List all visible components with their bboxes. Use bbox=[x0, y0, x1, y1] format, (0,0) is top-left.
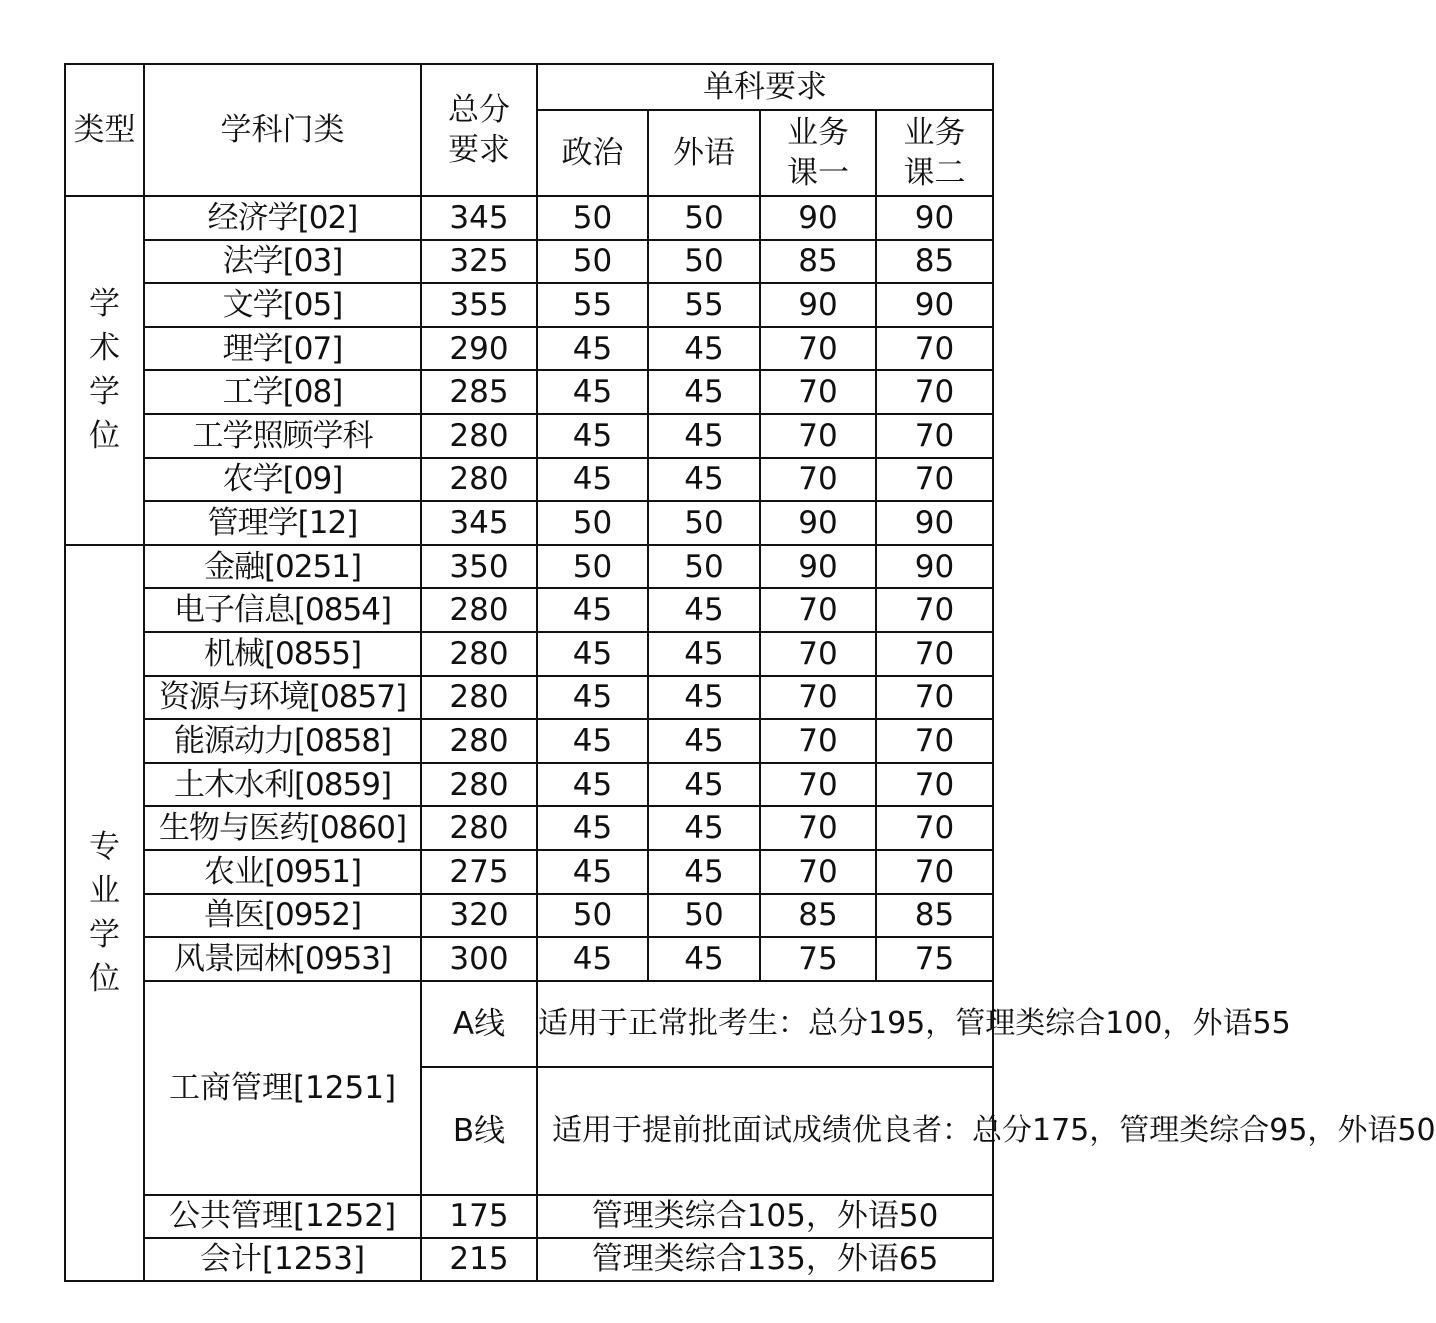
subject-cell: 法学[03] bbox=[144, 240, 421, 284]
course1-cell: 90 bbox=[760, 501, 876, 545]
total-cell: 345 bbox=[421, 196, 537, 240]
course1-cell: 70 bbox=[760, 327, 876, 371]
course1-cell: 70 bbox=[760, 458, 876, 502]
header-course1 bbox=[760, 110, 876, 196]
course2-cell: 70 bbox=[876, 370, 993, 414]
total-cell: 290 bbox=[421, 327, 537, 371]
politics-cell: 45 bbox=[537, 370, 648, 414]
group-label-text: 专业学位 bbox=[89, 828, 120, 997]
mpacc-row bbox=[65, 1238, 993, 1281]
table-row bbox=[65, 545, 993, 589]
mpa-total: 175 bbox=[421, 1195, 537, 1238]
total-cell: 275 bbox=[421, 850, 537, 894]
table-row bbox=[65, 937, 993, 981]
table-row bbox=[65, 806, 993, 850]
course2-cell: 70 bbox=[876, 676, 993, 720]
course2-cell: 90 bbox=[876, 283, 993, 327]
politics-cell: 45 bbox=[537, 588, 648, 632]
subject-cell: 能源动力[0858] bbox=[144, 719, 421, 763]
politics-cell: 55 bbox=[537, 283, 648, 327]
politics-cell: 45 bbox=[537, 850, 648, 894]
foreign-cell: 55 bbox=[648, 283, 760, 327]
course1-cell: 70 bbox=[760, 763, 876, 807]
table-row bbox=[65, 283, 993, 327]
foreign-cell: 45 bbox=[648, 327, 760, 371]
subject-cell: 农学[09] bbox=[144, 458, 421, 502]
subject-cell: 管理学[12] bbox=[144, 501, 421, 545]
table-row bbox=[65, 676, 993, 720]
table-row bbox=[65, 327, 993, 371]
foreign-cell: 50 bbox=[648, 501, 760, 545]
politics-cell: 45 bbox=[537, 806, 648, 850]
subject-cell: 工学照顾学科 bbox=[144, 414, 421, 458]
subject-cell: 土木水利[0859] bbox=[144, 763, 421, 807]
foreign-cell: 45 bbox=[648, 850, 760, 894]
table-row bbox=[65, 240, 993, 284]
course2-cell: 70 bbox=[876, 414, 993, 458]
subject-cell: 理学[07] bbox=[144, 327, 421, 371]
subject-cell: 风景园林[0953] bbox=[144, 937, 421, 981]
header-total bbox=[421, 64, 537, 196]
total-cell: 300 bbox=[421, 937, 537, 981]
table-row bbox=[65, 763, 993, 807]
header-total-line2: 要求 bbox=[448, 132, 510, 168]
mba-row-a bbox=[65, 981, 993, 1067]
total-cell: 345 bbox=[421, 501, 537, 545]
politics-cell: 45 bbox=[537, 327, 648, 371]
mpa-row bbox=[65, 1195, 993, 1238]
header-type: 类型 bbox=[65, 64, 144, 196]
politics-cell: 45 bbox=[537, 632, 648, 676]
total-cell: 280 bbox=[421, 632, 537, 676]
header-course1-line2: 课一 bbox=[787, 155, 849, 191]
header-course2-line2: 课二 bbox=[903, 155, 966, 191]
course2-cell: 70 bbox=[876, 806, 993, 850]
total-cell: 280 bbox=[421, 719, 537, 763]
subject-cell: 资源与环境[0857] bbox=[144, 676, 421, 720]
header-total-line1: 总分 bbox=[448, 92, 510, 128]
course1-cell: 70 bbox=[760, 806, 876, 850]
course2-cell: 90 bbox=[876, 196, 993, 240]
politics-cell: 45 bbox=[537, 414, 648, 458]
course2-cell: 70 bbox=[876, 850, 993, 894]
table-row bbox=[65, 588, 993, 632]
foreign-cell: 45 bbox=[648, 370, 760, 414]
total-cell: 280 bbox=[421, 588, 537, 632]
foreign-cell: 50 bbox=[648, 545, 760, 589]
mba-b-label: B线 bbox=[421, 1067, 537, 1195]
group-label-text: 学术学位 bbox=[89, 286, 120, 455]
subject-cell: 工学[08] bbox=[144, 370, 421, 414]
table-row bbox=[65, 850, 993, 894]
foreign-cell: 50 bbox=[648, 894, 760, 938]
table-body bbox=[65, 64, 1436, 1281]
total-cell: 280 bbox=[421, 806, 537, 850]
foreign-cell: 45 bbox=[648, 414, 760, 458]
subject-cell: 生物与医药[0860] bbox=[144, 806, 421, 850]
course1-cell: 85 bbox=[760, 240, 876, 284]
subject-cell: 文学[05] bbox=[144, 283, 421, 327]
foreign-cell: 45 bbox=[648, 763, 760, 807]
foreign-cell: 45 bbox=[648, 719, 760, 763]
mpa-subject: 公共管理[1252] bbox=[144, 1195, 421, 1238]
mpa-note: 管理类综合105，外语50 bbox=[537, 1195, 993, 1238]
mba-b-note: 适用于提前批面试成绩优良者：总分175，管理类综合95，外语50 bbox=[537, 1067, 993, 1195]
header-row-1 bbox=[65, 64, 993, 110]
politics-cell: 45 bbox=[537, 458, 648, 502]
total-cell: 280 bbox=[421, 414, 537, 458]
course1-cell: 85 bbox=[760, 894, 876, 938]
header-subject: 学科门类 bbox=[144, 64, 421, 196]
foreign-cell: 45 bbox=[648, 806, 760, 850]
foreign-cell: 45 bbox=[648, 676, 760, 720]
course1-cell: 70 bbox=[760, 676, 876, 720]
header-politics: 政治 bbox=[537, 110, 648, 196]
course1-cell: 70 bbox=[760, 414, 876, 458]
table-row bbox=[65, 458, 993, 502]
mba-a-note: 适用于正常批考生：总分195，管理类综合100，外语55 bbox=[537, 981, 993, 1067]
total-cell: 280 bbox=[421, 676, 537, 720]
course1-cell: 70 bbox=[760, 719, 876, 763]
foreign-cell: 45 bbox=[648, 588, 760, 632]
header-course2-line1: 业务 bbox=[903, 115, 966, 151]
total-cell: 320 bbox=[421, 894, 537, 938]
politics-cell: 45 bbox=[537, 937, 648, 981]
course2-cell: 75 bbox=[876, 937, 993, 981]
subject-cell: 机械[0855] bbox=[144, 632, 421, 676]
course1-cell: 90 bbox=[760, 545, 876, 589]
course1-cell: 70 bbox=[760, 850, 876, 894]
course2-cell: 90 bbox=[876, 501, 993, 545]
group-label-academic bbox=[65, 196, 144, 545]
subject-cell: 兽医[0952] bbox=[144, 894, 421, 938]
table-row bbox=[65, 414, 993, 458]
course2-cell: 70 bbox=[876, 763, 993, 807]
foreign-cell: 45 bbox=[648, 937, 760, 981]
course2-cell: 70 bbox=[876, 588, 993, 632]
course2-cell: 90 bbox=[876, 545, 993, 589]
course2-cell: 70 bbox=[876, 632, 993, 676]
table-row bbox=[65, 501, 993, 545]
score-requirements-table bbox=[64, 63, 1436, 1282]
course2-cell: 70 bbox=[876, 719, 993, 763]
header-course2 bbox=[876, 110, 993, 196]
course1-cell: 90 bbox=[760, 196, 876, 240]
politics-cell: 45 bbox=[537, 719, 648, 763]
group-label-professional bbox=[65, 545, 144, 1281]
mpacc-note: 管理类综合135，外语65 bbox=[537, 1238, 993, 1281]
politics-cell: 45 bbox=[537, 763, 648, 807]
politics-cell: 50 bbox=[537, 240, 648, 284]
subject-cell: 农业[0951] bbox=[144, 850, 421, 894]
mba-a-label: A线 bbox=[421, 981, 537, 1067]
mpacc-total: 215 bbox=[421, 1238, 537, 1281]
total-cell: 280 bbox=[421, 763, 537, 807]
table-row bbox=[65, 894, 993, 938]
politics-cell: 50 bbox=[537, 894, 648, 938]
table-row bbox=[65, 370, 993, 414]
mpacc-subject: 会计[1253] bbox=[144, 1238, 421, 1281]
foreign-cell: 45 bbox=[648, 458, 760, 502]
course2-cell: 70 bbox=[876, 458, 993, 502]
total-cell: 350 bbox=[421, 545, 537, 589]
course2-cell: 70 bbox=[876, 327, 993, 371]
course2-cell: 85 bbox=[876, 894, 993, 938]
politics-cell: 50 bbox=[537, 545, 648, 589]
total-cell: 280 bbox=[421, 458, 537, 502]
header-single-subject: 单科要求 bbox=[537, 64, 993, 110]
foreign-cell: 50 bbox=[648, 240, 760, 284]
subject-cell: 经济学[02] bbox=[144, 196, 421, 240]
politics-cell: 50 bbox=[537, 501, 648, 545]
politics-cell: 45 bbox=[537, 676, 648, 720]
course1-cell: 70 bbox=[760, 588, 876, 632]
course1-cell: 70 bbox=[760, 370, 876, 414]
politics-cell: 50 bbox=[537, 196, 648, 240]
subject-cell: 电子信息[0854] bbox=[144, 588, 421, 632]
total-cell: 355 bbox=[421, 283, 537, 327]
course1-cell: 75 bbox=[760, 937, 876, 981]
total-cell: 325 bbox=[421, 240, 537, 284]
foreign-cell: 50 bbox=[648, 196, 760, 240]
course2-cell: 85 bbox=[876, 240, 993, 284]
total-cell: 285 bbox=[421, 370, 537, 414]
table-row bbox=[65, 196, 993, 240]
header-foreign: 外语 bbox=[648, 110, 760, 196]
subject-cell: 金融[0251] bbox=[144, 545, 421, 589]
course1-cell: 90 bbox=[760, 283, 876, 327]
course1-cell: 70 bbox=[760, 632, 876, 676]
header-course1-line1: 业务 bbox=[787, 115, 849, 151]
table-row bbox=[65, 632, 993, 676]
foreign-cell: 45 bbox=[648, 632, 760, 676]
mba-subject: 工商管理[1251] bbox=[144, 981, 421, 1195]
table-row bbox=[65, 719, 993, 763]
